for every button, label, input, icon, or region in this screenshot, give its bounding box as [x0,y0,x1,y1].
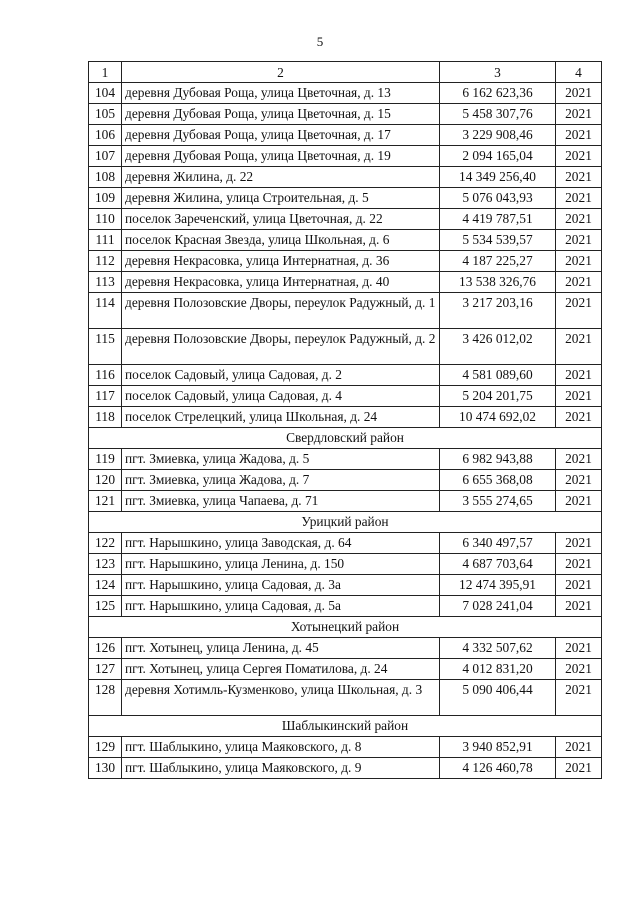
row-number: 118 [89,407,122,428]
row-year: 2021 [556,146,602,167]
table-row [89,470,602,491]
table-row [89,272,602,293]
row-year: 2021 [556,680,602,716]
row-number: 105 [89,104,122,125]
column-header-number: 1 [89,62,122,83]
row-year: 2021 [556,758,602,779]
column-header-amount: 3 [440,62,556,83]
row-amount: 5 076 043,93 [440,188,556,209]
row-number: 113 [89,272,122,293]
page-number: 5 [316,34,324,49]
row-amount: 5 090 406,44 [440,680,556,716]
row-address: деревня Дубовая Роща, улица Цветочная, д. 15 [122,104,440,125]
row-number: 130 [89,758,122,779]
row-address: поселок Садовый, улица Садовая, д. 2 [122,365,440,386]
table-row [89,638,602,659]
row-amount: 4 581 089,60 [440,365,556,386]
row-amount: 5 458 307,76 [440,104,556,125]
row-number: 127 [89,659,122,680]
row-number: 111 [89,230,122,251]
row-number: 116 [89,365,122,386]
row-year: 2021 [556,449,602,470]
table-row [89,209,602,230]
row-address: деревня Дубовая Роща, улица Цветочная, д. 17 [122,125,440,146]
table-row [89,329,602,365]
row-year: 2021 [556,407,602,428]
table-row [89,293,602,329]
row-amount: 4 419 787,51 [440,209,556,230]
row-year: 2021 [556,167,602,188]
row-address: пгт. Нарышкино, улица Заводская, д. 64 [122,533,440,554]
row-amount: 2 094 165,04 [440,146,556,167]
row-year: 2021 [556,209,602,230]
row-amount: 3 426 012,02 [440,329,556,365]
table-row [89,491,602,512]
row-number: 123 [89,554,122,575]
row-address: деревня Некрасовка, улица Интернатная, д. 36 [122,251,440,272]
row-address: пгт. Хотынец, улица Ленина, д. 45 [122,638,440,659]
row-address: деревня Дубовая Роща, улица Цветочная, д. 19 [122,146,440,167]
row-address: поселок Зареченский, улица Цветочная, д. 22 [122,209,440,230]
row-address: пгт. Нарышкино, улица Садовая, д. 3а [122,575,440,596]
row-address: поселок Стрелецкий, улица Школьная, д. 24 [122,407,440,428]
row-amount: 3 229 908,46 [440,125,556,146]
row-year: 2021 [556,230,602,251]
table-row [89,575,602,596]
row-year: 2021 [556,83,602,104]
row-number: 120 [89,470,122,491]
row-number: 110 [89,209,122,230]
row-year: 2021 [556,329,602,365]
row-amount: 4 687 703,64 [440,554,556,575]
table-row [89,230,602,251]
row-amount: 6 982 943,88 [440,449,556,470]
row-address: поселок Садовый, улица Садовая, д. 4 [122,386,440,407]
row-year: 2021 [556,575,602,596]
row-year: 2021 [556,272,602,293]
table-row [89,407,602,428]
region-header-row [89,428,602,449]
column-header-year: 4 [556,62,602,83]
region-title: Хотынецкий район [89,617,602,638]
row-address: пгт. Шаблыкино, улица Маяковского, д. 9 [122,758,440,779]
row-number: 128 [89,680,122,716]
row-number: 114 [89,293,122,329]
table-row [89,188,602,209]
row-amount: 12 474 395,91 [440,575,556,596]
row-year: 2021 [556,365,602,386]
column-header-address: 2 [122,62,440,83]
row-number: 117 [89,386,122,407]
row-amount: 6 340 497,57 [440,533,556,554]
row-number: 106 [89,125,122,146]
table-row [89,104,602,125]
row-number: 125 [89,596,122,617]
row-number: 119 [89,449,122,470]
row-address: деревня Жилина, улица Строительная, д. 5 [122,188,440,209]
row-address: пгт. Змиевка, улица Чапаева, д. 71 [122,491,440,512]
row-address: деревня Хотимль-Кузменково, улица Школьная, д. 3 [122,680,440,716]
row-year: 2021 [556,125,602,146]
row-address: деревня Жилина, д. 22 [122,167,440,188]
table-body [89,83,602,779]
row-year: 2021 [556,737,602,758]
table-row [89,167,602,188]
row-amount: 4 187 225,27 [440,251,556,272]
row-amount: 3 940 852,91 [440,737,556,758]
row-address: деревня Дубовая Роща, улица Цветочная, д. 13 [122,83,440,104]
row-number: 109 [89,188,122,209]
row-address: поселок Красная Звезда, улица Школьная, д. 6 [122,230,440,251]
region-title: Шаблыкинский район [89,716,602,737]
region-header-row [89,617,602,638]
row-year: 2021 [556,554,602,575]
table-row [89,125,602,146]
row-amount: 6 655 368,08 [440,470,556,491]
row-amount: 14 349 256,40 [440,167,556,188]
region-header-row [89,716,602,737]
row-amount: 10 474 692,02 [440,407,556,428]
row-amount: 13 538 326,76 [440,272,556,293]
row-number: 112 [89,251,122,272]
row-year: 2021 [556,188,602,209]
table-row [89,758,602,779]
table-row [89,659,602,680]
row-year: 2021 [556,638,602,659]
row-number: 115 [89,329,122,365]
row-address: деревня Некрасовка, улица Интернатная, д. 40 [122,272,440,293]
table-row [89,146,602,167]
row-number: 122 [89,533,122,554]
table-row [89,737,602,758]
row-amount: 3 555 274,65 [440,491,556,512]
row-address: пгт. Нарышкино, улица Ленина, д. 150 [122,554,440,575]
row-number: 108 [89,167,122,188]
row-amount: 4 012 831,20 [440,659,556,680]
row-address: деревня Полозовские Дворы, переулок Радужный, д. 1 [122,293,440,329]
row-address: пгт. Змиевка, улица Жадова, д. 7 [122,470,440,491]
row-year: 2021 [556,386,602,407]
row-amount: 3 217 203,16 [440,293,556,329]
row-year: 2021 [556,533,602,554]
row-number: 107 [89,146,122,167]
row-address: пгт. Змиевка, улица Жадова, д. 5 [122,449,440,470]
table-row [89,596,602,617]
row-year: 2021 [556,293,602,329]
table-row [89,554,602,575]
row-number: 104 [89,83,122,104]
row-number: 129 [89,737,122,758]
header-row [89,62,602,83]
housing-table [88,61,602,779]
row-address: пгт. Хотынец, улица Сергея Поматилова, д. 24 [122,659,440,680]
row-number: 124 [89,575,122,596]
table-row [89,251,602,272]
row-number: 121 [89,491,122,512]
row-amount: 4 332 507,62 [440,638,556,659]
row-address: деревня Полозовские Дворы, переулок Радужный, д. 2 [122,329,440,365]
table-row [89,83,602,104]
region-header-row [89,512,602,533]
region-title: Свердловский район [89,428,602,449]
row-amount: 4 126 460,78 [440,758,556,779]
row-year: 2021 [556,251,602,272]
table-row [89,449,602,470]
row-address: пгт. Шаблыкино, улица Маяковского, д. 8 [122,737,440,758]
row-amount: 5 534 539,57 [440,230,556,251]
row-year: 2021 [556,596,602,617]
table-row [89,365,602,386]
table-row [89,386,602,407]
region-title: Урицкий район [89,512,602,533]
table-row [89,680,602,716]
row-address: пгт. Нарышкино, улица Садовая, д. 5а [122,596,440,617]
row-year: 2021 [556,470,602,491]
row-year: 2021 [556,491,602,512]
row-amount: 5 204 201,75 [440,386,556,407]
table-row [89,533,602,554]
row-year: 2021 [556,104,602,125]
row-amount: 7 028 241,04 [440,596,556,617]
row-number: 126 [89,638,122,659]
row-amount: 6 162 623,36 [440,83,556,104]
row-year: 2021 [556,659,602,680]
